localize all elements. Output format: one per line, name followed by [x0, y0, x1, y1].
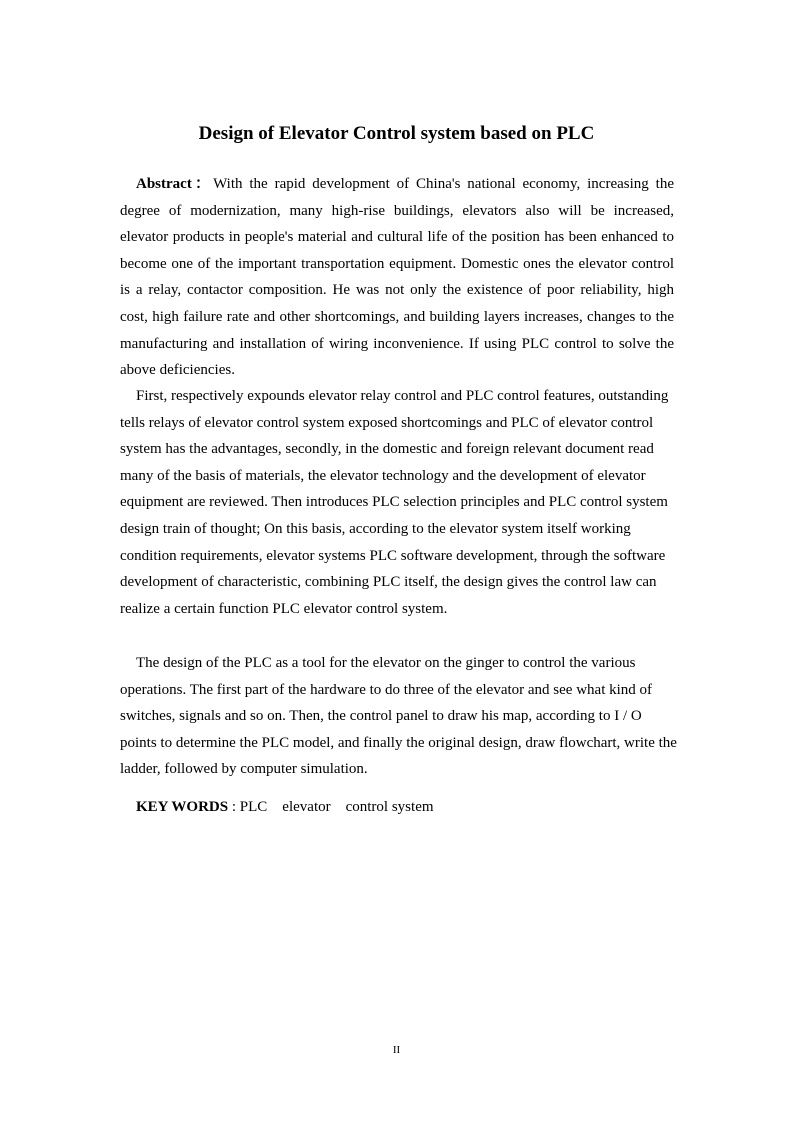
keywords-label: KEY WORDS	[136, 799, 229, 815]
abstract-text: With the rapid development of China's national economy, increasing the degree of modernization, many high-rise buildings, elevators also will be increased, elevator products in people's material and cultural life of the position has been enhanced to become one of the important transportation equipment. Domestic ones the elevator control is a relay, contactor composition. He was not only the existence of poor reliability, high cost, high failure rate and other shortcomings, and building layers increases, changes to the manufacturing and installation of wiring inconvenience. If using PLC control to solve the above deficiencies.	[120, 176, 674, 379]
keywords-line	[136, 795, 434, 819]
keyword-1: PLC	[239, 799, 268, 815]
abstract-paragraph	[120, 171, 674, 384]
document-title: Design of Elevator Control system based on PLC	[198, 123, 595, 144]
page-number: II	[392, 1044, 401, 1056]
keywords-separator: :	[228, 799, 240, 815]
body-paragraph-2: The design of the PLC as a tool for the elevator on the ginger to control the various operations. The first part of the hardware to do three of the elevator and see what kind of switches, signals and so on. Then, the control panel to draw his map, according to I / O points to determine the PLC model, and finally the original design, draw flowchart, write the ladder, followed by computer simulation.	[120, 655, 677, 778]
keyword-2: elevator	[282, 799, 331, 815]
keyword-3: control system	[345, 799, 434, 815]
abstract-label: Abstract：	[136, 176, 214, 192]
body-paragraph-1: First, respectively expounds elevator relay control and PLC control features, outstanding tells relays of elevator control system exposed shortcomings and PLC of elevator control system has the advantages, secondly, in the domestic and foreign relevant document read many of the basis of materials, the elevator technology and the development of elevator equipment are reviewed. Then introduces PLC selection principles and PLC control system design train of thought; On this basis, according to the elevator system itself working condition requirements, elevator systems PLC software development, through the software development of characteristic, combining PLC itself, the design gives the control law can realize a certain function PLC elevator control system.	[120, 388, 669, 617]
